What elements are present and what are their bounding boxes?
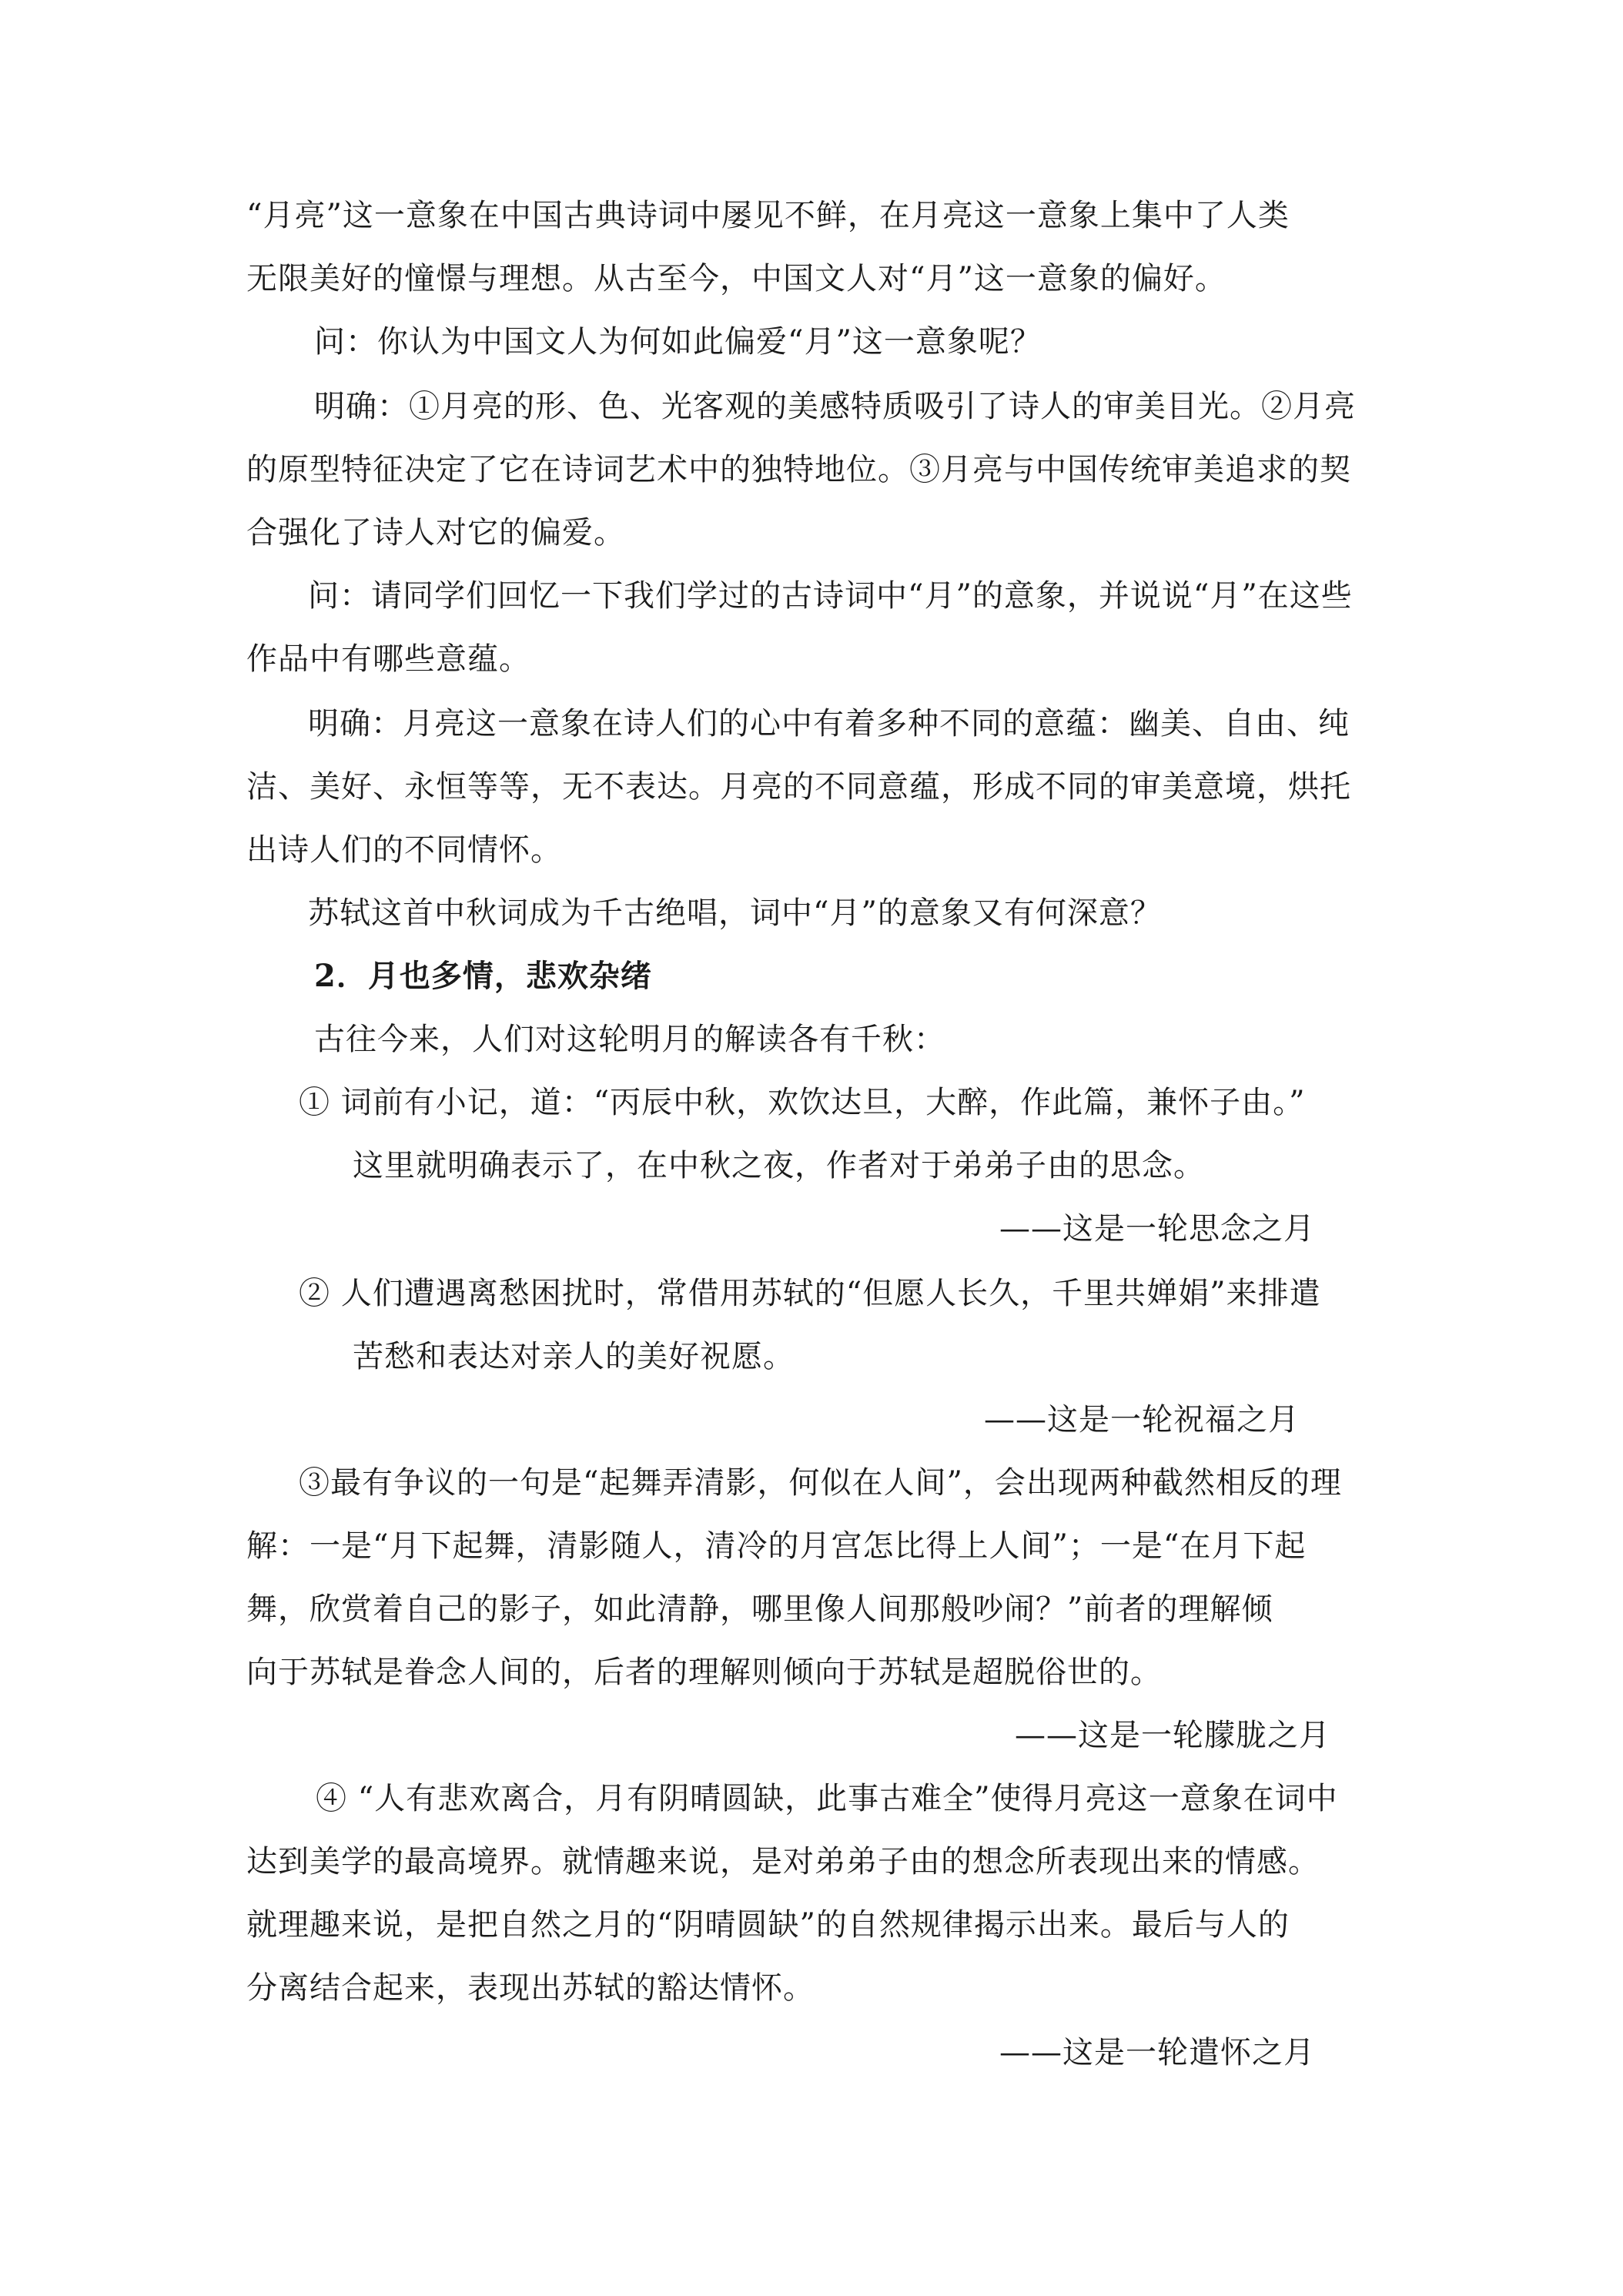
item-signature: ——这是一轮祝福之月 (984, 1402, 1300, 1438)
list-item-line: 这里就明确表示了，在中秋之夜，作者对于弟弟子由的思念。 (353, 1148, 1205, 1183)
section-heading: 2．月也多情，悲欢杂绪 (314, 958, 652, 994)
list-item-line: 分离结合起来，表现出苏轼的豁达情怀。 (246, 1970, 815, 2006)
answer-line: 明确：月亮这一意象在诗人们的心中有着多种不同的意蕴：幽美、自由、纯 (308, 706, 1350, 741)
list-item-line: 苦愁和表达对亲人的美好祝愿。 (353, 1339, 795, 1374)
answer-line: 出诗人们的不同情怀。 (246, 832, 562, 868)
intro-line: 古往今来，人们对这轮明月的解读各有千秋： (314, 1022, 945, 1057)
list-item-line: 舞，欣赏着自己的影子，如此清静，哪里像人间那般吵闹？”前者的理解倾 (246, 1591, 1273, 1627)
answer-line: 的原型特征决定了它在诗词艺术中的独特地位。③月亮与中国传统审美追求的契 (246, 452, 1351, 487)
answer-line: 洁、美好、永恒等等，无不表达。月亮的不同意蕴，形成不同的审美意境，烘托 (246, 769, 1351, 805)
list-item-line: ④ “人有悲欢离合，月有阴晴圆缺，此事古难全”使得月亮这一意象在词中 (316, 1781, 1338, 1816)
list-item-line: ② 人们遭遇离愁困扰时，常借用苏轼的“但愿人长久，千里共婵娟”来排遣 (299, 1276, 1321, 1311)
paragraph-line: “月亮”这一意象在中国古典诗词中屡见不鲜，在月亮这一意象上集中了人类 (246, 198, 1290, 233)
item-signature: ——这是一轮思念之月 (999, 1211, 1315, 1247)
list-item-line: 向于苏轼是眷念人间的，后者的理解则倾向于苏轼是超脱俗世的。 (246, 1655, 1162, 1690)
question-line: 问：你认为中国文人为何如此偏爱“月”这一意象呢？ (314, 324, 1042, 360)
answer-line: 合强化了诗人对它的偏爱。 (246, 515, 625, 551)
paragraph-line: 无限美好的憧憬与理想。从古至今，中国文人对“月”这一意象的偏好。 (246, 261, 1226, 296)
list-item-line: 就理趣来说，是把自然之月的“阴晴圆缺”的自然规律揭示出来。最后与人的 (246, 1907, 1290, 1943)
item-signature: ——这是一轮遣怀之月 (999, 2035, 1315, 2070)
question-line: 问：请同学们回忆一下我们学过的古诗词中“月”的意象，并说说“月”在这些 (308, 578, 1353, 614)
answer-line: 明确：①月亮的形、色、光客观的美感特质吸引了诗人的审美目光。②月亮 (314, 389, 1356, 424)
paragraph-line: 苏轼这首中秋词成为千古绝唱，词中“月”的意象又有何深意？ (308, 895, 1162, 931)
list-item-line: ③最有争议的一句是“起舞弄清影，何似在人间”，会出现两种截然相反的理 (299, 1465, 1342, 1501)
list-item-line: 解：一是“月下起舞，清影随人，清冷的月宫怎比得上人间”；一是“在月下起 (246, 1528, 1307, 1564)
list-item-line: 达到美学的最高境界。就情趣来说，是对弟弟子由的想念所表现出来的情感。 (246, 1844, 1320, 1879)
question-line: 作品中有哪些意蕴。 (246, 641, 530, 677)
item-signature: ——这是一轮朦胧之月 (1015, 1718, 1330, 1753)
list-item-line: ① 词前有小记，道：“丙辰中秋，欢饮达旦，大醉，作此篇，兼怀子由。” (299, 1085, 1306, 1120)
